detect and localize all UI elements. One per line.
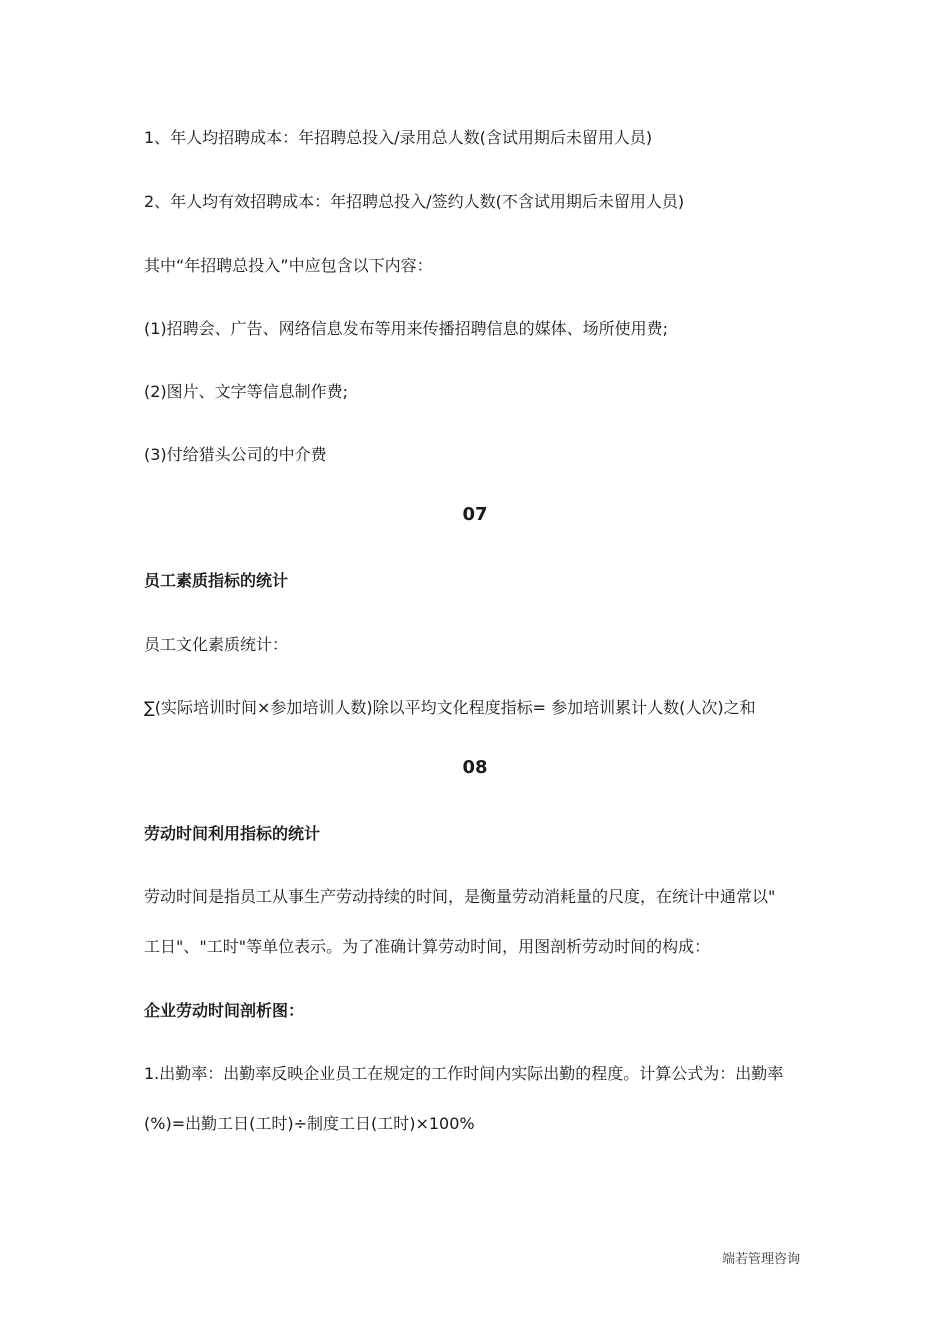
list-item: (1)招聘会、广告、网络信息发布等用来传播招聘信息的媒体、场所使用费; [144, 319, 669, 338]
subheading: 企业劳动时间剖析图： [144, 1001, 305, 1020]
formula-line: (%)=出勤工日(工时)÷制度工日(工时)×100% [144, 1114, 475, 1133]
paragraph-line: 劳动时间是指员工从事生产劳动持续的时间，是衡量劳动消耗量的尺度，在统计中通常以" [144, 887, 776, 906]
paragraph-line: 1、年人均招聘成本：年招聘总投入/录用总人数(含试用期后未留用人员) [144, 128, 653, 147]
list-item: (3)付给猎头公司的中介费 [144, 445, 327, 464]
footer-brand: 端若管理咨询 [722, 1252, 801, 1267]
paragraph-line: 工日"、"工时"等单位表示。为了准确计算劳动时间，用图剖析劳动时间的构成： [144, 937, 711, 956]
paragraph-line: 其中“年招聘总投入”中应包含以下内容： [144, 256, 433, 275]
paragraph-line: 员工文化素质统计： [144, 635, 289, 654]
section-number: 08 [462, 757, 488, 778]
paragraph-line: 2、年人均有效招聘成本：年招聘总投入/签约人数(不含试用期后未留用人员) [144, 192, 685, 211]
formula-line: ∑(实际培训时间×参加培训人数)除以平均文化程度指标= 参加培训累计人数(人次)之和 [144, 698, 756, 717]
section-number: 07 [462, 504, 488, 525]
paragraph-line: 1.出勤率：出勤率反映企业员工在规定的工作时间内实际出勤的程度。计算公式为：出勤率 [144, 1064, 784, 1083]
list-item: (2)图片、文字等信息制作费; [144, 382, 349, 401]
section-heading: 员工素质指标的统计 [144, 571, 289, 590]
section-heading: 劳动时间利用指标的统计 [144, 824, 321, 843]
